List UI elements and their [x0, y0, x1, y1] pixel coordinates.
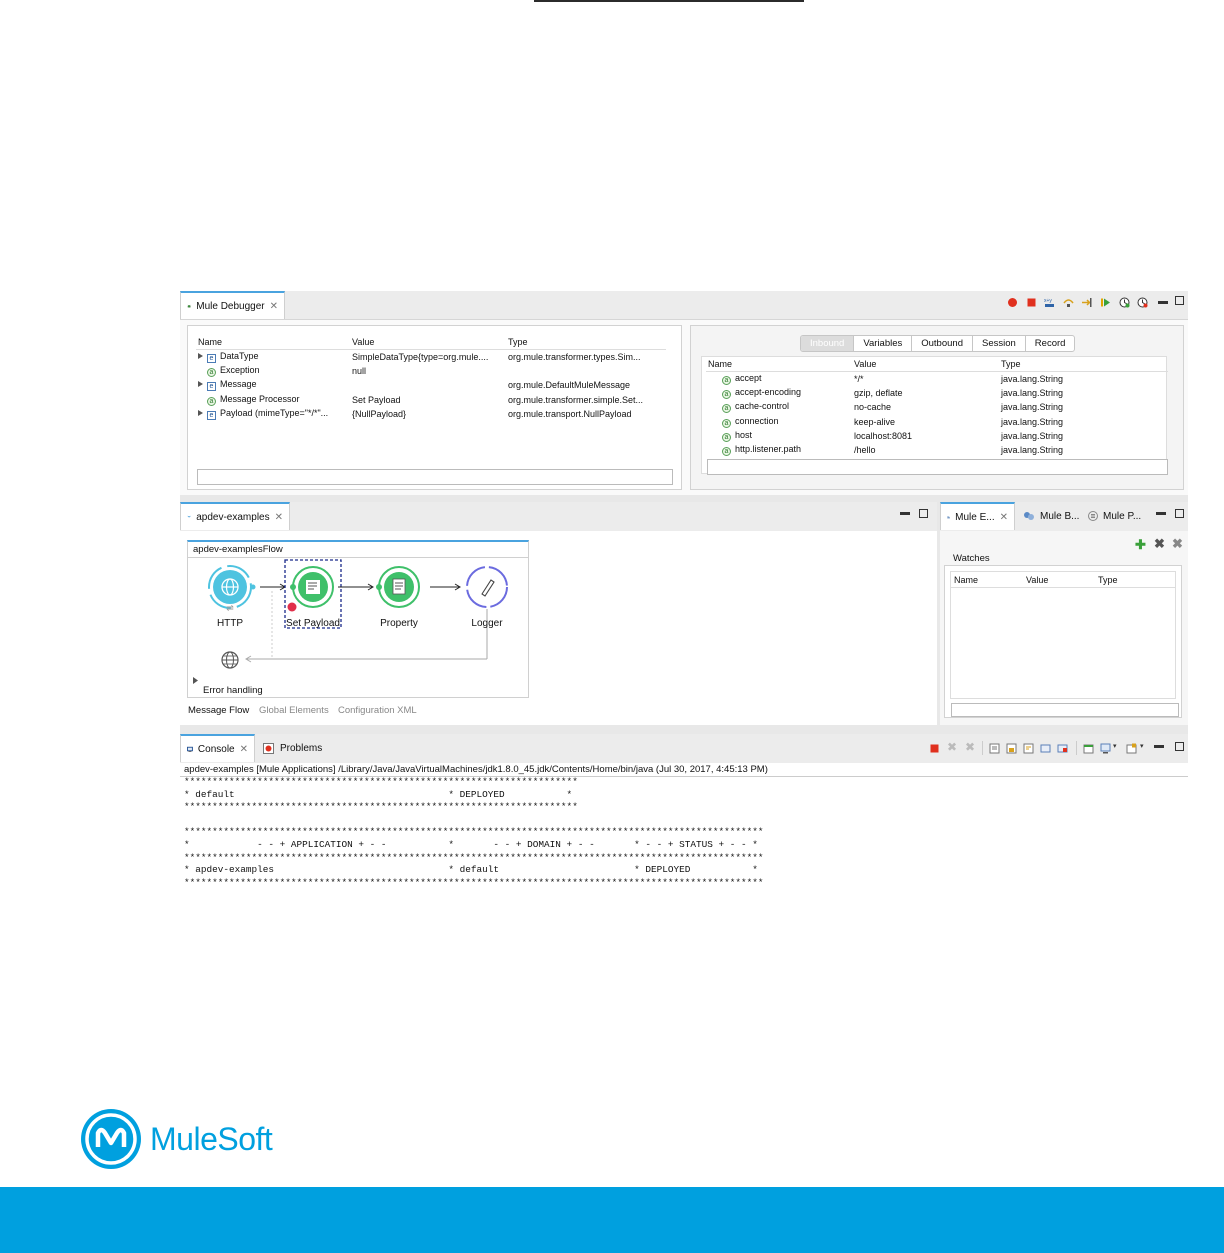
property-row[interactable] [706, 429, 1168, 443]
console-path: apdev-examples [Mule Applications] /Library/Java/JavaVirtualMachines/jdk1.8.0_45.jdk/Contents/Home/bin/java (Jul 30, 2017, 4:45:13 PM) [184, 764, 768, 775]
variable-name: Message [220, 379, 257, 390]
variable-name-cell [196, 407, 350, 421]
stop-debug-icon[interactable] [1007, 297, 1018, 308]
attribute-icon: a [207, 397, 216, 406]
variable-row[interactable] [196, 364, 666, 378]
variable-type: org.mule.DefaultMuleMessage [508, 380, 631, 391]
variable-name-cell [196, 378, 350, 392]
svg-text:⇌: ⇌ [226, 603, 234, 613]
variable-value: {NullPayload} [352, 408, 407, 419]
tab-mule-debugger[interactable] [180, 291, 285, 319]
object-icon: e [207, 411, 216, 420]
variable-value: null [352, 365, 367, 376]
variable-type: org.mule.transport.NullPayload [508, 408, 632, 419]
maximize-icon[interactable] [1175, 296, 1184, 305]
close-icon[interactable]: ✕ [274, 511, 283, 523]
col-type: Type [999, 357, 1168, 372]
segment-variables[interactable]: Variables [854, 336, 912, 351]
node-label-http: HTTP [216, 618, 244, 629]
property-type: java.lang.String [1001, 387, 1064, 398]
segment-session[interactable]: Session [973, 336, 1026, 351]
chevron-down-icon[interactable]: ▾ [1113, 743, 1117, 750]
property-scope-switcher [800, 335, 1075, 352]
watch-expression-input[interactable] [951, 703, 1179, 717]
property-name-cell [706, 400, 852, 414]
variable-name-cell [196, 350, 350, 364]
open-console-icon[interactable] [1126, 743, 1137, 754]
property-name: accept-encoding [735, 386, 802, 397]
col-name: Name [706, 357, 852, 372]
http-node[interactable] [209, 566, 256, 613]
variable-row[interactable] [196, 378, 666, 392]
attribute-icon: a [722, 447, 731, 456]
maximize-icon[interactable] [919, 509, 928, 518]
console-icon [187, 744, 193, 755]
segment-inbound[interactable]: Inbound [801, 336, 854, 351]
attribute-icon: a [722, 390, 731, 399]
property-value: no-cache [854, 402, 892, 413]
tab-label: Problems [280, 742, 323, 754]
add-icon[interactable]: ✚ [1135, 537, 1146, 552]
col-type: Type [1098, 575, 1118, 585]
variable-row[interactable] [196, 392, 666, 406]
console-line: ******************************************************************************************************* [184, 826, 764, 838]
tab-console[interactable] [180, 734, 255, 762]
variable-value: Set Payload [352, 394, 401, 405]
tab-configuration-xml[interactable]: Configuration XML [338, 705, 417, 716]
watches-table [950, 571, 1176, 699]
show-stdout-icon[interactable] [1040, 743, 1051, 754]
expand-icon[interactable] [193, 677, 198, 684]
variable-type: org.mule.transformer.simple.Set... [508, 394, 644, 405]
footer-bar [0, 1187, 1224, 1253]
attribute-icon: a [722, 419, 731, 428]
tab-label: apdev-examples [196, 511, 270, 523]
toolbar-separator [982, 741, 983, 755]
run-to-processor-icon[interactable] [1081, 297, 1092, 308]
object-icon: e [207, 354, 216, 363]
close-icon[interactable]: ✕ [999, 511, 1008, 523]
remove-all-launches-icon[interactable]: ✖ [965, 740, 976, 754]
properties-table [706, 357, 1168, 457]
clock-red-icon[interactable] [1137, 297, 1148, 308]
property-row[interactable] [706, 414, 1168, 428]
remove-icon[interactable]: ✖ [1154, 536, 1165, 551]
clock-green-icon[interactable] [1119, 297, 1130, 308]
console-line: ********************************************************************** [184, 776, 578, 787]
logger-node[interactable] [467, 567, 507, 607]
console-line: ******************************************************************************************************* [184, 851, 764, 863]
attribute-icon: a [722, 433, 731, 442]
problems-icon [263, 743, 275, 754]
tab-label: Mule P... [1103, 510, 1142, 522]
variable-name: Payload (mimeType="*/*"... [220, 407, 329, 418]
tab-label: Mule Debugger [196, 300, 265, 312]
col-value: Value [350, 335, 506, 350]
mule-flow-icon [187, 511, 191, 523]
mulesoft-logo [79, 1107, 299, 1171]
minimize-icon[interactable]: ▬ [1156, 507, 1166, 518]
flow-name: apdev-examplesFlow [193, 544, 283, 555]
property-value: localhost:8081 [854, 430, 913, 441]
tab-mule-breakpoints[interactable] [1017, 502, 1085, 530]
minimize-icon[interactable]: ▬ [900, 507, 910, 518]
attribute-icon: a [722, 376, 731, 385]
object-icon: e [207, 382, 216, 391]
node-label-property: Property [380, 618, 418, 629]
tab-label: Mule E... [955, 511, 995, 523]
watches-panel [940, 531, 1188, 725]
col-name: Name [954, 575, 979, 585]
segment-record[interactable]: Record [1034, 338, 1066, 349]
chevron-down-icon[interactable]: ▾ [1140, 743, 1144, 750]
variable-row[interactable] [196, 407, 666, 421]
error-handling-label[interactable]: Error handling [203, 685, 263, 696]
col-value: Value [1026, 575, 1049, 585]
variable-value [350, 378, 506, 392]
editor-tabbar [180, 502, 937, 531]
variable-name: DataType [220, 350, 259, 361]
console-line: * - - + APPLICATION + - - * - - + DOMAIN + - - * - - + STATUS + - - * [184, 838, 758, 850]
property-value: gzip, deflate [854, 387, 903, 398]
tab-message-flow[interactable]: Message Flow [188, 705, 250, 716]
globe-icon [222, 652, 238, 668]
node-label-logger: Logger [471, 618, 503, 629]
mulesoft-m-icon [79, 1107, 143, 1171]
property-row[interactable] [706, 443, 1168, 457]
close-icon[interactable]: ✕ [239, 743, 248, 755]
console-line: * default * DEPLOYED * [184, 788, 573, 800]
maximize-icon[interactable] [1175, 509, 1184, 518]
property-name: http.listener.path [735, 444, 802, 455]
flow-canvas [180, 531, 937, 725]
step-over-icon[interactable] [1063, 297, 1074, 308]
property-name: host [735, 429, 753, 440]
property-type: java.lang.String [1001, 402, 1064, 413]
tab-label: Mule B... [1040, 510, 1080, 522]
property-value: keep-alive [854, 416, 896, 427]
tab-label: Console [197, 743, 235, 755]
variable-name-cell [196, 392, 350, 406]
property-type: java.lang.String [1001, 445, 1064, 456]
property-type: java.lang.String [1001, 416, 1064, 427]
brand-wordmark: MuleSoft [150, 1121, 273, 1157]
property-name-cell [706, 386, 852, 400]
show-stderr-icon[interactable] [1057, 743, 1068, 754]
side-tabbar [940, 502, 1188, 531]
property-value: */* [854, 373, 864, 384]
console-lines [184, 776, 763, 889]
close-icon[interactable]: ✕ [269, 300, 278, 312]
property-name: cache-control [735, 401, 790, 412]
variable-name: Exception [220, 364, 260, 375]
pin-console-icon[interactable] [1083, 743, 1094, 754]
variables-table [196, 335, 666, 421]
display-console-icon[interactable] [1100, 743, 1111, 754]
attribute-icon: a [207, 368, 216, 377]
evaluate-icon[interactable] [1044, 297, 1055, 308]
variable-name-cell [196, 364, 350, 378]
properties-table-wrap [701, 356, 1167, 474]
console-line: ********************************************************************** [184, 801, 578, 813]
tab-global-elements[interactable]: Global Elements [259, 705, 329, 716]
tab-apdev-examples[interactable] [180, 502, 290, 530]
tab-mule-expressions[interactable] [940, 502, 1015, 530]
property-type: java.lang.String [1001, 430, 1064, 441]
col-value: Value [852, 357, 999, 372]
watches-table-wrap [944, 565, 1182, 718]
set-payload-node[interactable] [288, 567, 334, 612]
property-row[interactable] [706, 386, 1168, 400]
attribute-icon: a [722, 404, 731, 413]
word-wrap-icon[interactable] [1023, 743, 1034, 754]
node-label-set-payload: Set Payload [286, 618, 340, 629]
tab-problems[interactable] [257, 734, 328, 762]
variable-row[interactable] [196, 350, 666, 364]
col-type: Type [506, 335, 666, 350]
debugger-tabbar [180, 291, 1188, 320]
terminate-icon[interactable] [1026, 297, 1037, 308]
variable-name: Message Processor [220, 393, 300, 404]
property-name: accept [735, 372, 762, 383]
console-output [180, 763, 1188, 898]
property-row[interactable] [706, 372, 1168, 386]
console-line [184, 814, 763, 827]
bug-icon [187, 300, 191, 312]
expand-arrow-icon[interactable] [198, 410, 203, 416]
remove-all-icon[interactable]: ✖ [1172, 536, 1183, 551]
remove-launch-icon[interactable]: ✖ [947, 740, 958, 754]
property-row[interactable] [706, 400, 1168, 414]
property-node[interactable] [376, 567, 419, 607]
scroll-lock-icon[interactable] [1006, 743, 1017, 754]
clear-console-icon[interactable] [989, 743, 1000, 754]
ide-window [180, 291, 1188, 898]
property-value: /hello [854, 445, 876, 456]
evaluate-icon [947, 511, 950, 523]
segment-outbound[interactable]: Outbound [912, 336, 973, 351]
property-name-cell [706, 372, 852, 386]
property-name-cell [706, 429, 852, 443]
top-rule [534, 0, 804, 2]
terminate-icon[interactable] [929, 743, 940, 754]
watches-label: Watches [953, 553, 990, 564]
properties-panel [690, 325, 1184, 490]
property-filter-input[interactable] [707, 459, 1168, 475]
property-name: connection [735, 415, 779, 426]
toolbar-separator [1076, 741, 1077, 755]
variable-value: SimpleDataType{type=org.mule.... [352, 351, 489, 362]
console-line: * apdev-examples * default * DEPLOYED * [184, 864, 758, 876]
variable-type: org.mule.transformer.types.Sim... [508, 351, 641, 362]
maximize-icon[interactable] [1175, 742, 1184, 751]
variables-tree-panel [187, 325, 682, 490]
list-icon [1088, 511, 1098, 521]
minimize-icon[interactable]: ▬ [1154, 740, 1164, 751]
minimize-icon[interactable]: ▬ [1158, 296, 1168, 307]
tab-mule-properties[interactable] [1082, 502, 1147, 530]
resume-icon[interactable] [1100, 297, 1111, 308]
console-line: ******************************************************************************************************* [184, 876, 764, 888]
watches-header [951, 572, 1175, 588]
variable-type [506, 364, 666, 378]
breakpoints-icon [1023, 511, 1035, 521]
expression-input[interactable] [197, 469, 673, 485]
property-name-cell [706, 414, 852, 428]
svg-text:x+y: x+y [1044, 298, 1052, 304]
expand-arrow-icon[interactable] [198, 381, 203, 387]
col-name: Name [196, 335, 350, 350]
svg-text:x+y: x+y [947, 516, 950, 518]
console-tabbar [180, 734, 1188, 763]
expand-arrow-icon[interactable] [198, 353, 203, 359]
property-type: java.lang.String [1001, 373, 1064, 384]
property-name-cell [706, 443, 852, 457]
